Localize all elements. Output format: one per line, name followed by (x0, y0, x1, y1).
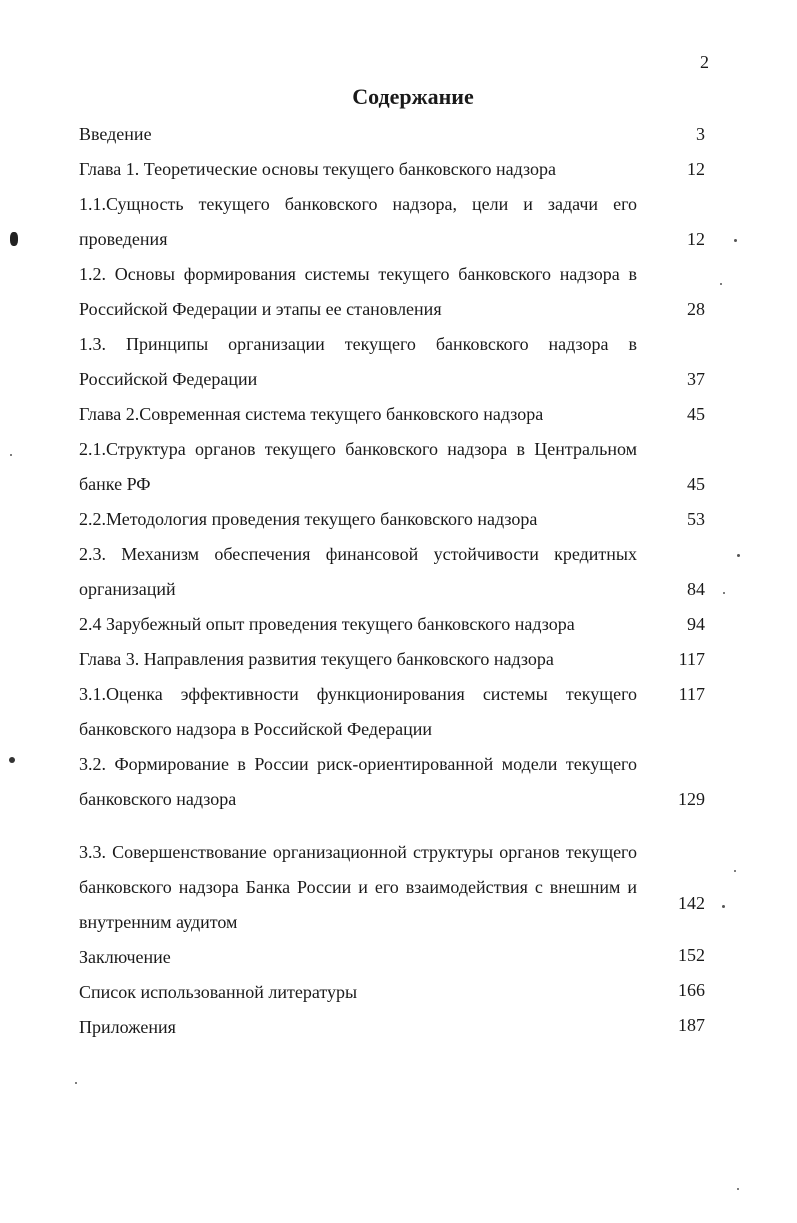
scan-speck (737, 1188, 739, 1190)
toc-entry-page: 117 (678, 649, 705, 669)
toc-entry-page: 3 (696, 124, 705, 144)
toc-entry-text: Глава 1. Теоретические основы текущего банковского надзора (79, 159, 556, 179)
scan-mark (9, 757, 15, 763)
toc-entry-page: 142 (678, 893, 705, 913)
scan-speck (737, 554, 740, 557)
scan-speck (734, 239, 737, 242)
scan-speck (734, 870, 736, 872)
scan-speck (10, 454, 12, 456)
scan-speck (75, 1082, 77, 1084)
scan-speck (722, 905, 725, 908)
toc-entry-page: 45 (687, 474, 705, 494)
scan-mark (10, 232, 18, 246)
toc-entry-text: Список использованной литературы (79, 982, 358, 1002)
scan-speck (720, 283, 722, 285)
toc-entry-page: 12 (687, 159, 705, 179)
toc-entry-page: 53 (687, 509, 705, 529)
toc-entry-text: Заключение (79, 947, 171, 967)
toc-entry-text: 2.4 Зарубежный опыт проведения текущего банковского надзора (79, 614, 575, 634)
toc-entry-text: Глава 3. Направления развития текущего банковского надзора (79, 649, 554, 669)
toc-entry-text: 1.3. Принципы организации текущего банковского надзора в Российской Федерации (79, 334, 637, 389)
toc-entry-text: Приложения (79, 1017, 176, 1037)
toc-entry-page: 152 (678, 945, 705, 965)
page-number: 2 (700, 52, 709, 72)
toc-entry-text: 2.3. Механизм обеспечения финансовой устойчивости кредитных организаций (79, 544, 637, 599)
toc-entry-page: 129 (678, 789, 705, 809)
toc-entry-page: 37 (687, 369, 705, 389)
scan-speck (723, 592, 725, 594)
toc-entry-page: 117 (678, 684, 705, 704)
toc-entry-page: 166 (678, 980, 705, 1000)
toc-entry-text: 3.2. Формирование в России риск-ориентированной модели текущего банковского надзора (79, 754, 637, 809)
toc-entry-page: 28 (687, 299, 705, 319)
toc-entry-text: 1.1.Сущность текущего банковского надзора, цели и задачи его проведения (79, 194, 637, 249)
toc-entry-text: 3.1.Оценка эффективности функционирования системы текущего банковского надзора в Российской Федерации (79, 684, 637, 739)
toc-entry-page: 45 (687, 404, 705, 424)
page-title: Содержание (352, 84, 474, 109)
toc-entry-page: 187 (678, 1015, 705, 1035)
toc-entry-text: 1.2. Основы формирования системы текущего банковского надзора в Российской Федерации и этапы ее становления (79, 264, 637, 319)
toc-entry-page: 94 (687, 614, 705, 634)
toc-entry-text: Введение (79, 124, 152, 144)
toc-entry-text: 2.2.Методология проведения текущего банковского надзора (79, 509, 538, 529)
toc-entry-page: 12 (687, 229, 705, 249)
toc-entry-text: Глава 2.Современная система текущего банковского надзора (79, 404, 544, 424)
toc-entry-text: 3.3. Совершенствование организационной структуры органов текущего банковского надзора Банка России и его взаимодействия с внешним и внутренним аудитом (79, 842, 637, 932)
toc-entry-text: 2.1.Структура органов текущего банковского надзора в Центральном банке РФ (79, 439, 637, 494)
toc-entry-page: 84 (687, 579, 705, 599)
